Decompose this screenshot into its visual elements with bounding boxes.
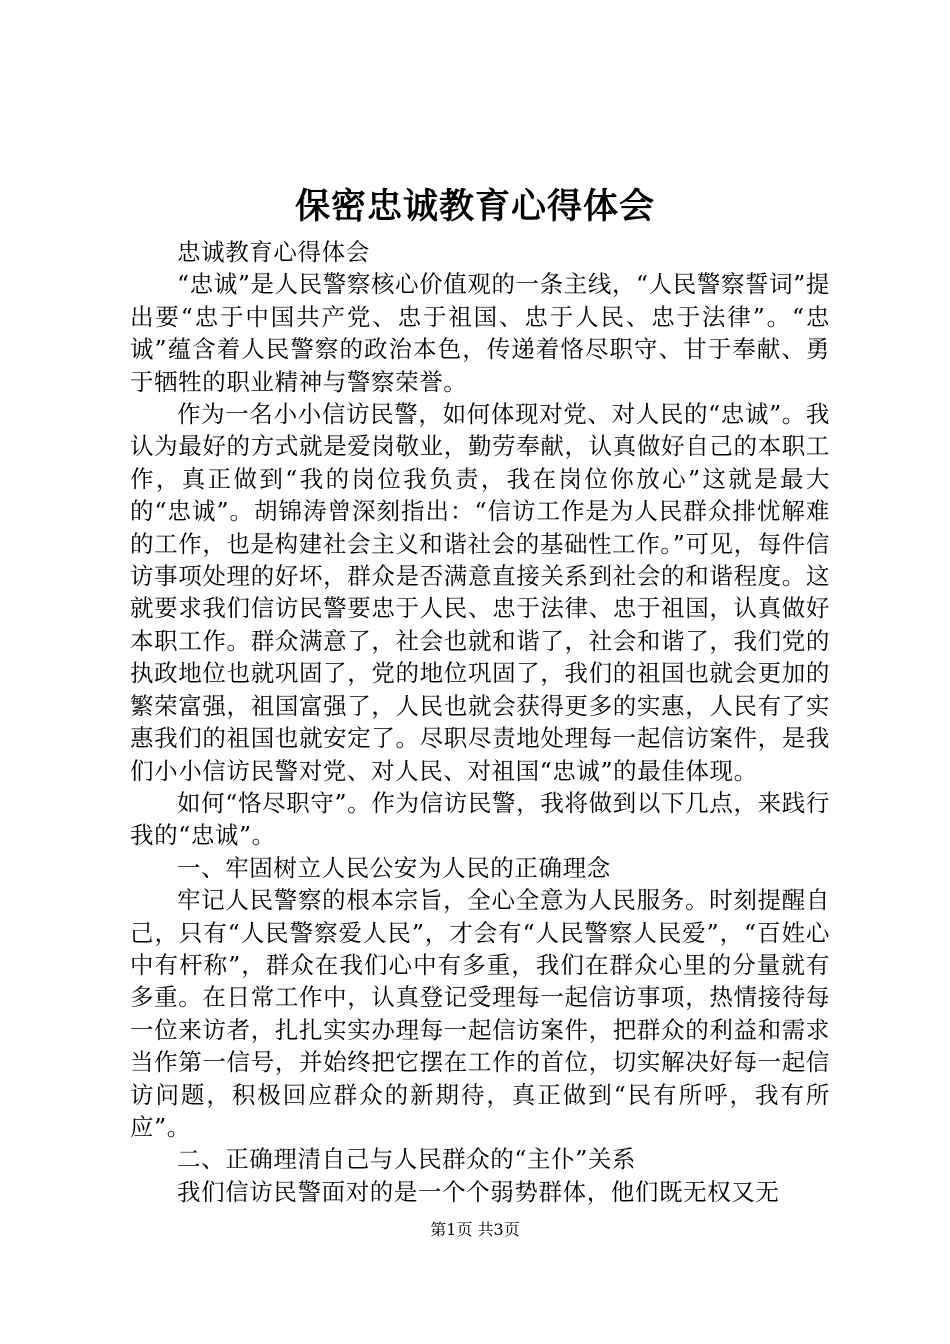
page-footer: 第1页 共3页 <box>430 1220 520 1239</box>
document-title: 保密忠诚教育心得体会 <box>294 186 655 227</box>
paragraph: 作为一名小小信访民警，如何体现对党、对人民的“忠诚”。我认为最好的方式就是爱岗敬业，勤劳奉献，认真做好自己的本职工作，真正做到“我的岗位我负责，我在岗位你放心”这就是最大的“忠诚”。胡锦涛曾深刻指出：“信访工作是为人民群众排忧解难的工作，也是构建社会主义和谐社会的基础性工作。”可见，每件信访事项处理的好坏，群众是否满意直接关系到社会的和谐程度。这就要求我们信访民警要忠于人民、忠于法律、忠于祖国，认真做好本职工作。群众满意了，社会也就和谐了，社会和谐了，我们党的执政地位也就巩固了，党的地位巩固了，我们的祖国也就会更加的繁荣富强，祖国富强了，人民也就会获得更多的实惠，人民有了实惠我们的祖国也就安定了。尽职尽责地处理每一起信访案件，是我们小小信访民警对党、对人民、对祖国“忠诚”的最佳体现。 <box>130 400 830 785</box>
paragraph: “忠诚”是人民警察核心价值观的一条主线，“人民警察誓词”提出要“忠于中国共产党、忠于祖国、忠于人民、忠于法律”。“忠诚”蕴含着人民警察的政治本色，传递着恪尽职守、甘于奉献、勇于牺牲的职业精神与警察荣誉。 <box>130 270 830 396</box>
paragraph-subtitle: 忠诚教育心得体会 <box>177 238 370 266</box>
paragraph: 牢记人民警察的根本宗旨，全心全意为人民服务。时刻提醒自己，只有“人民警察爱人民”，才会有“人民警察人民爱”，“百姓心中有杆称”，群众在我们心中有多重，我们在群众心里的分量就有多重。在日常工作中，认真登记受理每一起信访事项，热情接待每一位来访者，扎扎实实办理每一起信访案件，把群众的利益和需求当作第一信号，并始终把它摆在工作的首位，切实解决好每一起信访问题，积极回应群众的新期待，真正做到“民有所呼，我有所应”。 <box>130 886 830 1141</box>
section-heading: 二、正确理清自己与人民群众的“主仆”关系 <box>177 1145 637 1174</box>
paragraph: 如何“恪尽职守”。作为信访民警，我将做到以下几点，来践行我的“忠诚”。 <box>130 788 830 850</box>
section-heading: 一、牢固树立人民公安为人民的正确理念 <box>177 853 611 882</box>
paragraph: 我们信访民警面对的是一个个弱势群体，他们既无权又无 <box>177 1177 780 1206</box>
document-body <box>130 236 830 1208</box>
